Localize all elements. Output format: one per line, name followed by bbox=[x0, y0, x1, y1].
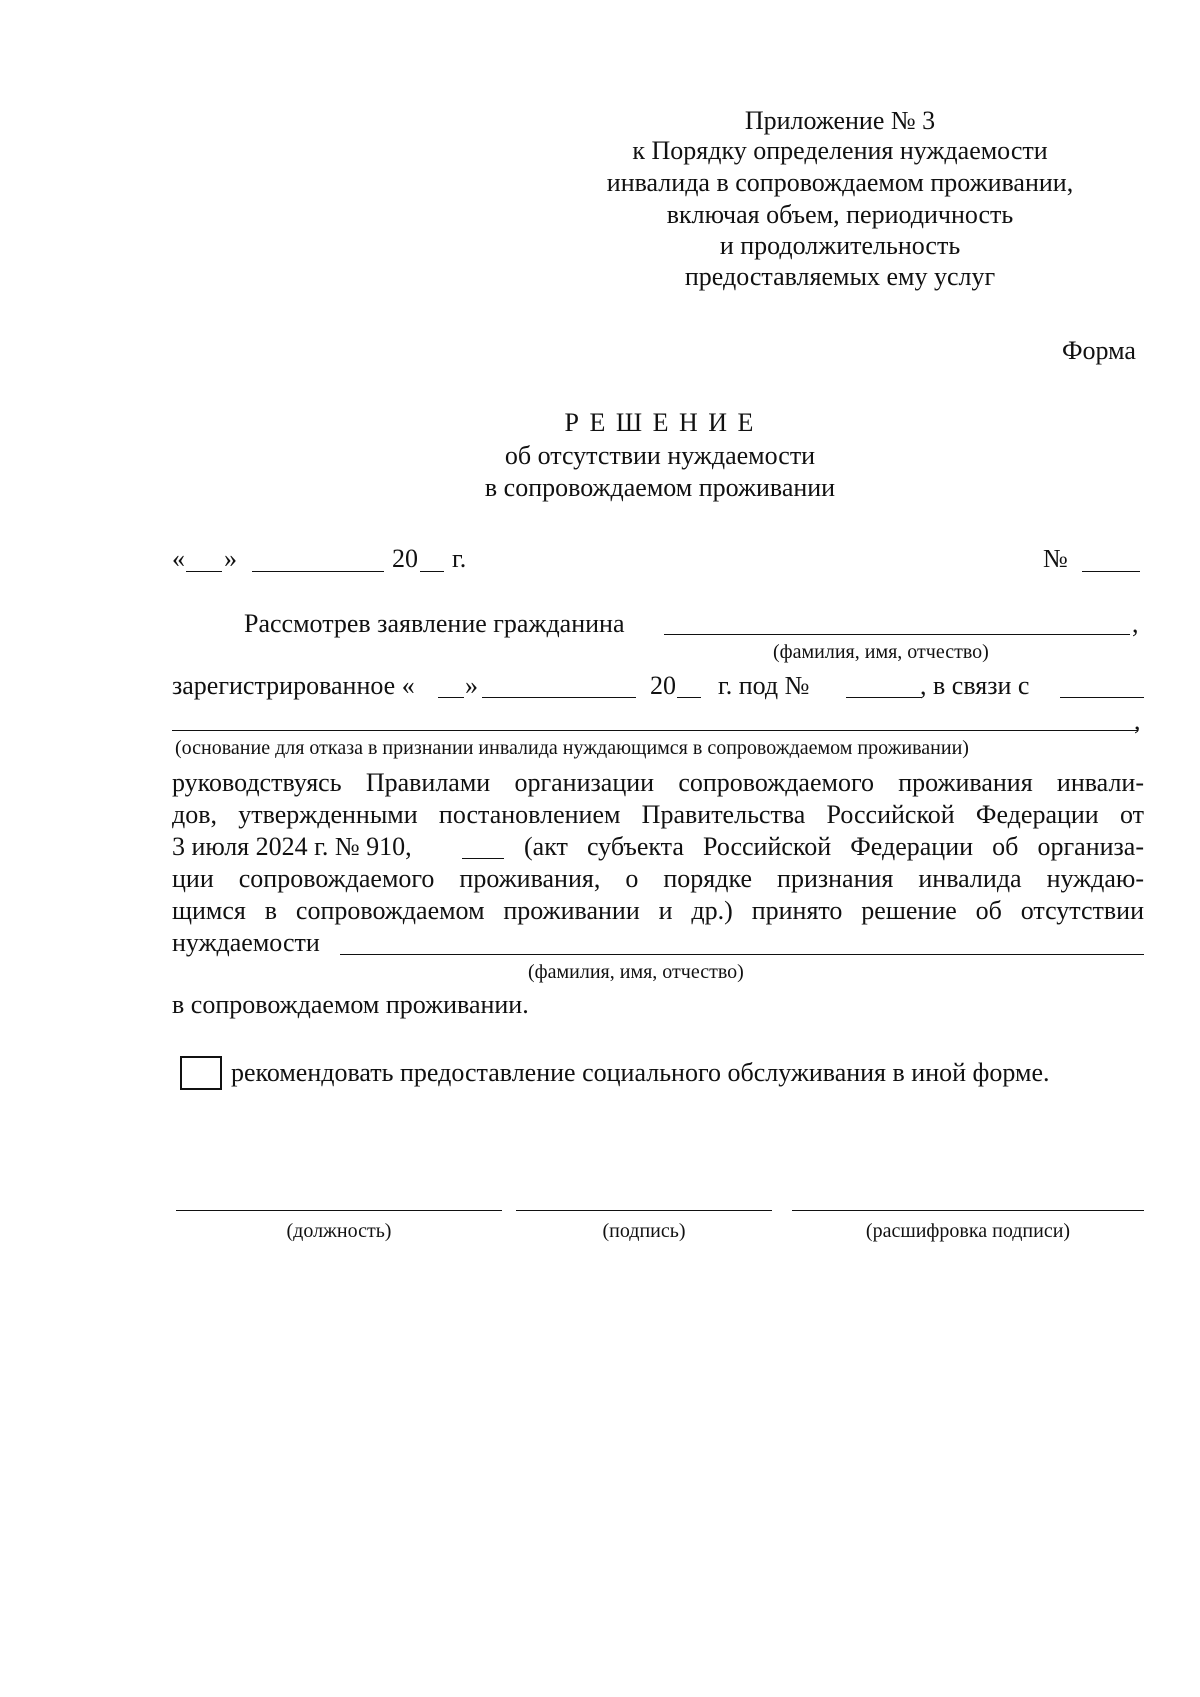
number-label: № bbox=[1043, 544, 1068, 573]
title-subtitle-1: об отсутствии нуждаемости bbox=[504, 441, 816, 470]
form-label: Форма bbox=[1062, 336, 1136, 365]
month-field[interactable] bbox=[252, 571, 384, 572]
day-field[interactable] bbox=[186, 571, 222, 572]
number-field[interactable] bbox=[1082, 571, 1140, 572]
position-hint: (должность) bbox=[286, 1220, 392, 1242]
reg-year-prefix: 20 bbox=[650, 671, 676, 700]
signature-decoding-field[interactable] bbox=[792, 1210, 1144, 1211]
paragraph-line-7: в сопровождаемом проживании. bbox=[172, 990, 529, 1019]
date-close-quote: » bbox=[224, 544, 237, 573]
title-subtitle-2: в сопровождаемом проживании bbox=[484, 473, 836, 502]
regional-act-field[interactable] bbox=[462, 858, 504, 859]
reg-day-field[interactable] bbox=[438, 697, 464, 698]
paragraph-line-2: дов, утвержденными постановлением Правительства Российской Федерации от bbox=[172, 800, 1144, 829]
reg-number-field[interactable] bbox=[846, 697, 922, 698]
registered-close-quote: » bbox=[465, 671, 478, 700]
recommend-checkbox[interactable] bbox=[180, 1056, 222, 1090]
person-name-field[interactable] bbox=[340, 954, 1144, 955]
paragraph-line-4: ции сопровождаемого проживания, о порядке признания инвалида нуждаю- bbox=[172, 864, 1144, 893]
date-open-quote: « bbox=[172, 544, 185, 573]
fio-hint-2: (фамилия, имя, отчество) bbox=[528, 961, 744, 983]
year-suffix: г. bbox=[452, 544, 467, 573]
appendix-line-5: и продолжительность bbox=[719, 231, 961, 260]
appendix-line-4: включая объем, периодичность bbox=[666, 200, 1014, 229]
signature-hint: (подпись) bbox=[602, 1220, 686, 1242]
reason-field[interactable] bbox=[172, 730, 1138, 731]
in-connection-label: , в связи с bbox=[920, 671, 1030, 700]
year-prefix: 20 bbox=[392, 544, 418, 573]
registered-label: зарегистрированное « bbox=[172, 671, 415, 700]
reason-hint: (основание для отказа в признании инвалида нуждающимся в сопровождаемом проживании) bbox=[175, 737, 969, 759]
paragraph-line-3a: 3 июля 2024 г. № 910, bbox=[172, 832, 412, 861]
position-field[interactable] bbox=[176, 1210, 502, 1211]
paragraph-line-5: щимся в сопровождаемом проживании и др.) принято решение об отсутствии bbox=[172, 896, 1144, 925]
considered-label: Рассмотрев заявление гражданина bbox=[244, 609, 625, 638]
paragraph-line-6: нуждаемости bbox=[172, 928, 320, 957]
signature-field[interactable] bbox=[516, 1210, 772, 1211]
appendix-line-3: инвалида в сопровождаемом проживании, bbox=[606, 168, 1074, 197]
reg-year-suffix: г. под № bbox=[718, 671, 810, 700]
appendix-number: Приложение № 3 bbox=[744, 106, 936, 135]
paragraph-line-3b: (акт субъекта Российской Федерации об организа- bbox=[524, 832, 1144, 861]
decoding-hint: (расшифровка подписи) bbox=[865, 1220, 1071, 1242]
reg-year-field[interactable] bbox=[677, 697, 701, 698]
appendix-line-6: предоставляемых ему услуг bbox=[684, 262, 996, 291]
comma-1: , bbox=[1132, 609, 1139, 638]
paragraph-line-1: руководствуясь Правилами организации сопровождаемого проживания инвали- bbox=[172, 768, 1144, 797]
title-heading: Р Е Ш Е Н И Е bbox=[564, 408, 756, 437]
citizen-name-field[interactable] bbox=[664, 634, 1130, 635]
in-connection-field[interactable] bbox=[1060, 697, 1144, 698]
comma-2: , bbox=[1134, 706, 1141, 735]
year-field[interactable] bbox=[420, 571, 444, 572]
fio-hint-1: (фамилия, имя, отчество) bbox=[773, 641, 989, 663]
recommend-label: рекомендовать предоставление социального обслуживания в иной форме. bbox=[231, 1058, 1050, 1087]
appendix-line-2: к Порядку определения нуждаемости bbox=[632, 136, 1048, 165]
reg-month-field[interactable] bbox=[482, 697, 636, 698]
